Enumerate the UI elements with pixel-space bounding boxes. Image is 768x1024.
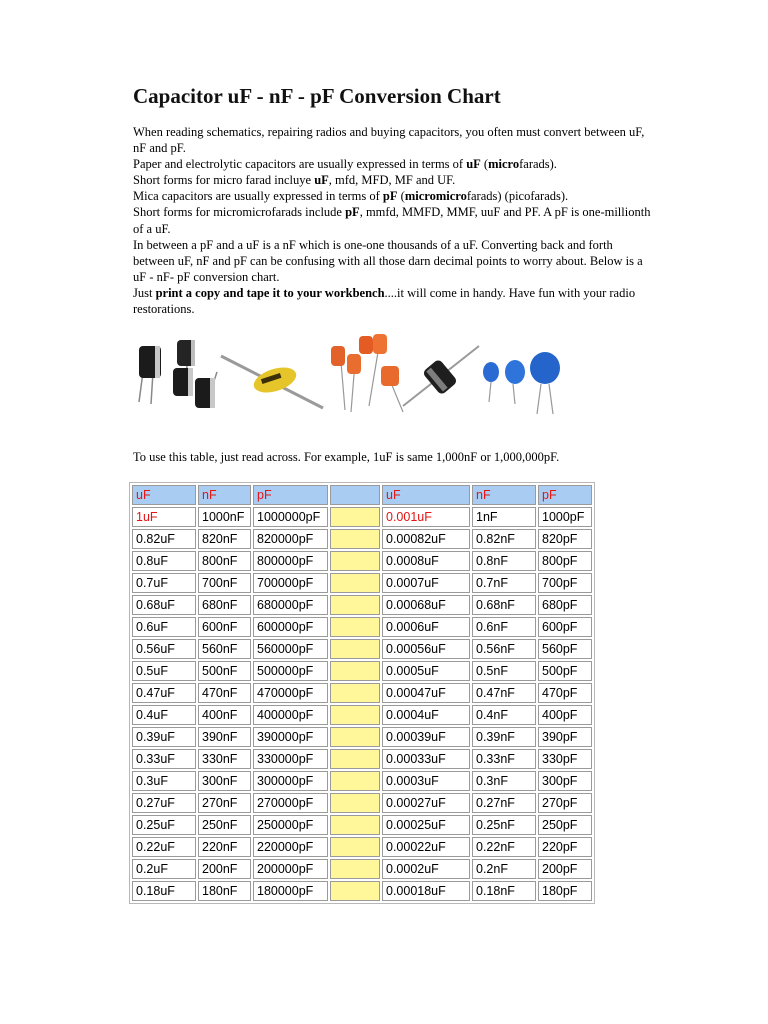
table-row [132,793,592,813]
intro-line-4 [133,188,653,204]
intro-line-1: When reading schematics, repairing radios and buying capacitors, you often must convert between uF, nF and pF. [133,125,645,156]
table-body [132,507,592,901]
cell-uf: 0.5uF [132,661,196,681]
table-row [132,661,592,681]
column-header-uf: uF [132,485,196,505]
intro-line-2 [133,156,653,172]
cell-pf-2: 400pF [538,705,592,725]
cell-uf-2: 0.00022uF [382,837,470,857]
intro-bold-run: uF [466,157,481,172]
table-row [132,617,592,637]
table-header-row [132,485,592,505]
intro-text-run: Just [133,285,156,300]
cell-nf: 560nF [198,639,251,659]
cell-nf-2: 0.22nF [472,837,536,857]
cell-nf-2: 0.3nF [472,771,536,791]
separator-cell [330,551,380,571]
cell-uf: 0.82uF [132,529,196,549]
table-row [132,573,592,593]
intro-bold-run: micro [488,157,520,172]
column-header-pf-2: pF [538,485,592,505]
table-row [132,727,592,747]
cell-pf-2: 800pF [538,551,592,571]
intro-bold-run: pF [382,189,398,204]
table-row [132,837,592,857]
cell-uf-2: 0.00039uF [382,727,470,747]
cell-pf: 390000pF [253,727,328,747]
conversion-table [129,482,595,904]
cell-pf: 800000pF [253,551,328,571]
intro-text-run: , mmfd, MMFD, MMF, uuF and PF. A pF is one-millionth of a uF. [133,205,651,236]
cell-uf-2: 0.00018uF [382,881,470,901]
cell-nf-2: 0.33nF [472,749,536,769]
cell-pf: 180000pF [253,881,328,901]
cell-nf: 220nF [198,837,251,857]
cell-nf-2: 0.47nF [472,683,536,703]
cell-uf: 0.18uF [132,881,196,901]
cell-nf: 470nF [198,683,251,703]
separator-cell [330,617,380,637]
intro-text-run: Short forms for micromicrofarads include [133,205,346,220]
intro-text-run: ....it will come in handy. Have fun with your radio restorations. [133,285,636,317]
cell-nf-2: 0.18nF [472,881,536,901]
cell-nf: 250nF [198,815,251,835]
table-row [132,705,592,725]
cell-pf: 500000pF [253,661,328,681]
cell-uf: 0.39uF [132,727,196,747]
cell-pf-2: 390pF [538,727,592,747]
separator-cell [330,507,380,527]
cell-pf-2: 300pF [538,771,592,791]
column-header-nf-2: nF [472,485,536,505]
separator-cell [330,881,380,901]
cell-nf: 500nF [198,661,251,681]
separator-cell [330,595,380,615]
cell-pf: 270000pF [253,793,328,813]
cell-nf-2: 0.68nF [472,595,536,615]
separator-cell [330,837,380,857]
cell-nf: 390nF [198,727,251,747]
intro-text-run: ( [480,157,489,172]
cell-nf-2: 1nF [472,507,536,527]
cell-pf: 200000pF [253,859,328,879]
cell-pf: 400000pF [253,705,328,725]
separator-cell [330,705,380,725]
cell-uf: 0.7uF [132,573,196,593]
cell-uf-2: 0.001uF [382,507,470,527]
table-row [132,683,592,703]
intro-bold-run: uF [314,173,329,188]
cell-pf-2: 820pF [538,529,592,549]
cell-nf-2: 0.4nF [472,705,536,725]
cell-nf-2: 0.7nF [472,573,536,593]
cell-uf: 0.56uF [132,639,196,659]
table-row [132,749,592,769]
column-header-separator [330,485,380,505]
cell-nf-2: 0.27nF [472,793,536,813]
separator-cell [330,529,380,549]
intro-line-6: In between a pF and a uF is a nF which is one-one thousands of a uF. Converting back and forth between uF, nF and pF can be confusing with all those darn decimal points to worry about. Below is a uF - nF- pF conversion chart. [133,237,643,284]
cell-nf: 400nF [198,705,251,725]
cell-pf-2: 700pF [538,573,592,593]
cell-pf: 680000pF [253,595,328,615]
separator-cell [330,815,380,835]
cell-pf-2: 680pF [538,595,592,615]
separator-cell [330,683,380,703]
intro-text-run: Paper and electrolytic capacitors are usually expressed in terms of [133,157,467,172]
table-row [132,771,592,791]
column-header-pf: pF [253,485,328,505]
cell-uf-2: 0.00082uF [382,529,470,549]
cell-uf: 0.4uF [132,705,196,725]
cell-uf-2: 0.00025uF [382,815,470,835]
cell-nf-2: 0.5nF [472,661,536,681]
cell-uf-2: 0.0002uF [382,859,470,879]
cell-uf-2: 0.0006uF [382,617,470,637]
capacitor-photo-strip [133,332,575,418]
separator-cell [330,793,380,813]
intro-bold-run: micromicro [404,189,467,204]
axial-yellow-capacitor-photo [221,356,323,408]
column-header-nf: nF [198,485,251,505]
cell-uf-2: 0.0008uF [382,551,470,571]
cell-pf-2: 600pF [538,617,592,637]
separator-cell [330,639,380,659]
cell-pf: 1000000pF [253,507,328,527]
cell-nf: 270nF [198,793,251,813]
cell-pf-2: 1000pF [538,507,592,527]
cell-uf: 0.3uF [132,771,196,791]
table-row [132,529,592,549]
cell-pf: 330000pF [253,749,328,769]
cell-pf-2: 270pF [538,793,592,813]
cell-uf: 0.47uF [132,683,196,703]
cell-pf: 220000pF [253,837,328,857]
column-header-uf-2: uF [382,485,470,505]
intro-line-5 [133,204,653,236]
cell-nf: 180nF [198,881,251,901]
cell-pf: 470000pF [253,683,328,703]
cell-uf: 0.25uF [132,815,196,835]
cell-uf: 0.8uF [132,551,196,571]
table-row [132,551,592,571]
table-row [132,639,592,659]
cell-nf-2: 0.2nF [472,859,536,879]
intro-text-run: ( [397,189,405,204]
table-row [132,859,592,879]
separator-cell [330,859,380,879]
cell-nf: 800nF [198,551,251,571]
table-row [132,507,592,527]
table-row [132,595,592,615]
cell-uf: 0.68uF [132,595,196,615]
page-title: Capacitor uF - nF - pF Conversion Chart [133,84,501,108]
cell-nf: 200nF [198,859,251,879]
cell-uf: 0.22uF [132,837,196,857]
cell-pf: 300000pF [253,771,328,791]
cell-uf-2: 0.00027uF [382,793,470,813]
cell-nf-2: 0.56nF [472,639,536,659]
cell-nf-2: 0.82nF [472,529,536,549]
table-row [132,815,592,835]
cell-nf: 600nF [198,617,251,637]
cell-nf: 700nF [198,573,251,593]
cell-pf: 600000pF [253,617,328,637]
cell-pf-2: 250pF [538,815,592,835]
cell-nf-2: 0.8nF [472,551,536,571]
intro-bold-run: pF [345,205,360,220]
cell-uf: 0.27uF [132,793,196,813]
cell-nf: 680nF [198,595,251,615]
cell-pf-2: 220pF [538,837,592,857]
cell-nf-2: 0.6nF [472,617,536,637]
cell-pf-2: 500pF [538,661,592,681]
cell-pf-2: 330pF [538,749,592,769]
intro-line-3 [133,172,653,188]
cell-uf: 0.33uF [132,749,196,769]
intro-text-run: farads) (picofarads). [466,189,569,204]
cell-nf: 820nF [198,529,251,549]
intro-text-run: Mica capacitors are usually expressed in terms of [133,189,383,204]
cell-pf-2: 560pF [538,639,592,659]
cell-pf-2: 470pF [538,683,592,703]
cell-uf-2: 0.0003uF [382,771,470,791]
cell-nf: 300nF [198,771,251,791]
cell-uf-2: 0.00068uF [382,595,470,615]
cell-pf: 820000pF [253,529,328,549]
cell-uf: 0.6uF [132,617,196,637]
intro-text-run: , mfd, MFD, MF and UF. [328,173,456,188]
cell-pf-2: 180pF [538,881,592,901]
cell-pf: 250000pF [253,815,328,835]
cell-nf: 1000nF [198,507,251,527]
intro-text [133,124,653,317]
black-axial-capacitor-photo [403,346,479,406]
cell-uf-2: 0.00047uF [382,683,470,703]
cell-nf: 330nF [198,749,251,769]
separator-cell [330,727,380,747]
separator-cell [330,771,380,791]
intro-text-run: Short forms for micro farad incluye [133,173,315,188]
table-row [132,881,592,901]
separator-cell [330,749,380,769]
intro-bold-run: print a copy and tape it to your workbench [155,285,385,300]
separator-cell [330,661,380,681]
intro-text-run: farads). [519,157,557,172]
intro-line-7 [133,285,653,317]
electrolytic-capacitors-photo [139,340,217,408]
cell-pf-2: 200pF [538,859,592,879]
cell-uf-2: 0.0004uF [382,705,470,725]
cell-pf: 700000pF [253,573,328,593]
cell-uf-2: 0.00056uF [382,639,470,659]
cell-uf-2: 0.00033uF [382,749,470,769]
usage-instructions: To use this table, just read across. For example, 1uF is same 1,000nF or 1,000,000pF. [133,450,560,464]
cell-uf: 1uF [132,507,196,527]
cell-uf-2: 0.0005uF [382,661,470,681]
orange-film-capacitors-photo [331,334,403,412]
cell-uf-2: 0.0007uF [382,573,470,593]
cell-nf-2: 0.39nF [472,727,536,747]
cell-uf: 0.2uF [132,859,196,879]
cell-pf: 560000pF [253,639,328,659]
cell-nf-2: 0.25nF [472,815,536,835]
separator-cell [330,573,380,593]
blue-ceramic-capacitors-photo [483,352,560,414]
